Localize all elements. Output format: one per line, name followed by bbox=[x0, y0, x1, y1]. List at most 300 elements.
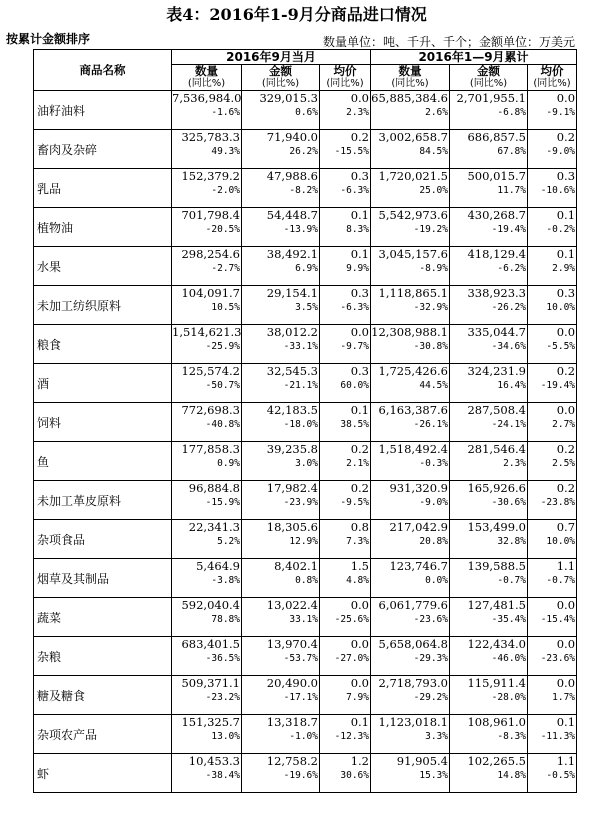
month-price-cell bbox=[320, 325, 371, 364]
ytd-price-value: 0.1 bbox=[556, 247, 576, 261]
ytd-qty-yoy: -8.9% bbox=[419, 263, 448, 274]
month-price-value: 0.0 bbox=[350, 598, 369, 612]
month-qty-yoy: -2.7% bbox=[211, 263, 240, 274]
month-qty-yoy: 78.8% bbox=[211, 614, 240, 625]
table-row bbox=[34, 364, 577, 403]
ytd-amt-yoy: -6.2% bbox=[497, 263, 526, 274]
month-amt-value: 39,235.8 bbox=[266, 442, 318, 456]
month-qty-value: 683,401.5 bbox=[181, 637, 240, 651]
ytd-price-value: 0.0 bbox=[556, 676, 576, 690]
ytd-qty-value: 217,042.9 bbox=[389, 520, 448, 534]
ytd-amt-cell bbox=[450, 364, 528, 403]
ytd-qty-yoy: 0.0% bbox=[425, 575, 448, 586]
month-qty-value: 7,536,984.0 bbox=[172, 91, 242, 105]
month-amt-yoy: -8.2% bbox=[289, 185, 318, 196]
ytd-qty-yoy: -30.8% bbox=[413, 341, 448, 352]
month-qty-yoy: -36.5% bbox=[205, 653, 240, 664]
month-price-yoy: 2.1% bbox=[346, 458, 369, 469]
month-price-value: 0.2 bbox=[350, 442, 369, 456]
month-qty-cell bbox=[172, 520, 242, 559]
month-price-yoy: -9.7% bbox=[340, 341, 369, 352]
ytd-price-yoy: -10.6% bbox=[540, 185, 576, 196]
ytd-amt-value: 122,434.0 bbox=[467, 637, 526, 651]
month-price-cell bbox=[320, 481, 371, 520]
product-name-cell: 畜肉及杂碎 bbox=[34, 130, 172, 169]
table-row bbox=[34, 676, 577, 715]
ytd-amt-yoy: -6.8% bbox=[497, 107, 526, 118]
ytd-amt-value: 127,481.5 bbox=[467, 598, 526, 612]
month-qty-yoy: -1.6% bbox=[211, 107, 240, 118]
ytd-price-value: 1.1 bbox=[556, 754, 576, 768]
ytd-amt-value: 115,911.4 bbox=[467, 676, 526, 690]
month-price-yoy: -25.6% bbox=[334, 614, 369, 625]
ytd-qty-cell bbox=[371, 637, 450, 676]
ytd-price-value: 0.0 bbox=[556, 91, 576, 105]
month-price-value: 0.0 bbox=[350, 325, 369, 339]
month-qty-value: 298,254.6 bbox=[181, 247, 240, 261]
month-price-yoy: -27.0% bbox=[334, 653, 369, 664]
table-row bbox=[34, 481, 577, 520]
ytd-price-yoy: 10.0% bbox=[546, 302, 576, 313]
product-name-cell: 油籽油料 bbox=[34, 91, 172, 130]
ytd-price-cell bbox=[528, 247, 577, 286]
ytd-price-cell bbox=[528, 481, 577, 520]
import-table bbox=[33, 49, 577, 793]
ytd-amt-value: 338,923.3 bbox=[467, 286, 526, 300]
ytd-price-yoy: -23.8% bbox=[540, 497, 576, 508]
ytd-amt-cell bbox=[450, 442, 528, 481]
ytd-price-value: 0.0 bbox=[556, 598, 576, 612]
month-qty-yoy: -38.4% bbox=[205, 770, 240, 781]
month-qty-yoy: 13.0% bbox=[211, 731, 240, 742]
header-month-qty: 数量 (同比%) bbox=[172, 65, 242, 91]
month-qty-yoy: -50.7% bbox=[205, 380, 240, 391]
header-ytd-period: 2016年1—9月累计 bbox=[371, 50, 577, 65]
ytd-price-value: 0.1 bbox=[556, 208, 576, 222]
ytd-price-cell bbox=[528, 286, 577, 325]
month-amt-yoy: 26.2% bbox=[289, 146, 318, 157]
ytd-qty-value: 65,885,384.6 bbox=[371, 91, 448, 105]
ytd-qty-cell bbox=[371, 208, 450, 247]
month-qty-value: 125,574.2 bbox=[181, 364, 240, 378]
units-note: 数量单位：吨、千升、千个；金额单位：万美元 bbox=[322, 35, 575, 49]
ytd-qty-yoy: -32.9% bbox=[413, 302, 448, 313]
month-qty-value: 152,379.2 bbox=[181, 169, 240, 183]
ytd-qty-yoy: -29.3% bbox=[413, 653, 448, 664]
ytd-amt-cell bbox=[450, 637, 528, 676]
ytd-price-value: 0.7 bbox=[556, 520, 576, 534]
table-row bbox=[34, 559, 577, 598]
ytd-price-yoy: 2.5% bbox=[552, 458, 576, 469]
ytd-price-value: 0.1 bbox=[556, 715, 576, 729]
ytd-price-cell bbox=[528, 637, 577, 676]
month-qty-value: 592,040.4 bbox=[181, 598, 240, 612]
month-qty-yoy: -3.8% bbox=[211, 575, 240, 586]
ytd-amt-yoy: -8.3% bbox=[497, 731, 526, 742]
month-qty-cell bbox=[172, 325, 242, 364]
ytd-qty-value: 123,746.7 bbox=[389, 559, 448, 573]
ytd-amt-value: 2,701,955.1 bbox=[456, 91, 526, 105]
ytd-qty-yoy: 2.6% bbox=[425, 107, 448, 118]
ytd-price-yoy: 1.7% bbox=[552, 692, 576, 703]
ytd-qty-yoy: 15.3% bbox=[419, 770, 448, 781]
month-price-cell bbox=[320, 130, 371, 169]
month-amt-value: 8,402.1 bbox=[274, 559, 318, 573]
month-amt-cell bbox=[242, 403, 320, 442]
month-amt-yoy: -33.1% bbox=[283, 341, 318, 352]
ytd-qty-cell bbox=[371, 403, 450, 442]
month-amt-value: 47,988.6 bbox=[266, 169, 318, 183]
month-price-cell bbox=[320, 637, 371, 676]
month-qty-value: 177,858.3 bbox=[181, 442, 240, 456]
product-name-cell: 糖及糖食 bbox=[34, 676, 172, 715]
month-price-yoy: 8.3% bbox=[346, 224, 369, 235]
ytd-qty-cell bbox=[371, 286, 450, 325]
month-qty-cell bbox=[172, 481, 242, 520]
ytd-qty-value: 5,542,973.6 bbox=[378, 208, 448, 222]
month-amt-value: 42,183.5 bbox=[266, 403, 318, 417]
month-price-yoy: 9.9% bbox=[346, 263, 369, 274]
ytd-qty-cell bbox=[371, 247, 450, 286]
ytd-price-cell bbox=[528, 442, 577, 481]
ytd-amt-yoy: 67.8% bbox=[497, 146, 526, 157]
month-amt-yoy: -19.6% bbox=[283, 770, 318, 781]
month-amt-cell bbox=[242, 715, 320, 754]
table-row bbox=[34, 247, 577, 286]
month-qty-cell bbox=[172, 559, 242, 598]
sort-note: 按累计金额排序 bbox=[6, 32, 91, 46]
month-qty-value: 509,371.1 bbox=[181, 676, 240, 690]
ytd-price-value: 0.0 bbox=[556, 637, 576, 651]
month-amt-cell bbox=[242, 637, 320, 676]
product-name-cell: 饲料 bbox=[34, 403, 172, 442]
month-qty-cell bbox=[172, 286, 242, 325]
ytd-amt-cell bbox=[450, 325, 528, 364]
month-price-cell bbox=[320, 208, 371, 247]
ytd-amt-cell bbox=[450, 208, 528, 247]
ytd-amt-yoy: 32.8% bbox=[497, 536, 526, 547]
month-qty-cell bbox=[172, 676, 242, 715]
month-price-value: 0.8 bbox=[350, 520, 369, 534]
ytd-price-value: 0.0 bbox=[556, 403, 576, 417]
product-name-cell: 乳品 bbox=[34, 169, 172, 208]
table-row bbox=[34, 520, 577, 559]
ytd-price-yoy: 2.9% bbox=[552, 263, 576, 274]
ytd-qty-value: 1,518,492.4 bbox=[378, 442, 448, 456]
ytd-price-cell bbox=[528, 520, 577, 559]
month-qty-yoy: -2.0% bbox=[211, 185, 240, 196]
month-qty-yoy: -23.2% bbox=[205, 692, 240, 703]
month-price-value: 0.0 bbox=[350, 91, 369, 105]
ytd-amt-cell bbox=[450, 598, 528, 637]
month-amt-yoy: -17.1% bbox=[283, 692, 318, 703]
month-qty-yoy: -20.5% bbox=[205, 224, 240, 235]
ytd-amt-yoy: 14.8% bbox=[497, 770, 526, 781]
month-amt-yoy: -1.0% bbox=[289, 731, 318, 742]
ytd-price-value: 1.1 bbox=[556, 559, 576, 573]
table-row bbox=[34, 754, 577, 793]
ytd-price-value: 0.3 bbox=[556, 286, 576, 300]
month-qty-cell bbox=[172, 442, 242, 481]
ytd-amt-yoy: -35.4% bbox=[491, 614, 526, 625]
ytd-qty-yoy: 25.0% bbox=[419, 185, 448, 196]
header-ytd-price: 均价 (同比%) bbox=[528, 65, 577, 91]
ytd-amt-yoy: -0.7% bbox=[497, 575, 526, 586]
product-name-cell: 烟草及其制品 bbox=[34, 559, 172, 598]
month-amt-cell bbox=[242, 754, 320, 793]
month-price-yoy: 38.5% bbox=[340, 419, 369, 430]
ytd-qty-cell bbox=[371, 169, 450, 208]
month-amt-yoy: -23.9% bbox=[283, 497, 318, 508]
ytd-qty-cell bbox=[371, 442, 450, 481]
ytd-qty-cell bbox=[371, 325, 450, 364]
ytd-price-yoy: -23.6% bbox=[540, 653, 576, 664]
ytd-amt-cell bbox=[450, 247, 528, 286]
month-amt-cell bbox=[242, 325, 320, 364]
table-row bbox=[34, 598, 577, 637]
ytd-amt-cell bbox=[450, 130, 528, 169]
table-row bbox=[34, 91, 577, 130]
month-amt-cell bbox=[242, 676, 320, 715]
month-price-cell bbox=[320, 442, 371, 481]
month-amt-cell bbox=[242, 286, 320, 325]
month-price-value: 0.1 bbox=[350, 208, 369, 222]
product-name-cell: 蔬菜 bbox=[34, 598, 172, 637]
ytd-qty-cell bbox=[371, 364, 450, 403]
month-price-value: 0.1 bbox=[350, 247, 369, 261]
month-amt-value: 29,154.1 bbox=[266, 286, 318, 300]
product-name-cell: 鱼 bbox=[34, 442, 172, 481]
month-amt-cell bbox=[242, 130, 320, 169]
ytd-price-value: 0.2 bbox=[556, 130, 576, 144]
month-amt-cell bbox=[242, 442, 320, 481]
product-name-cell: 未加工纺织原料 bbox=[34, 286, 172, 325]
ytd-qty-value: 6,061,779.6 bbox=[378, 598, 448, 612]
ytd-qty-yoy: -23.6% bbox=[413, 614, 448, 625]
ytd-qty-value: 5,658,064.8 bbox=[378, 637, 448, 651]
month-price-yoy: -9.5% bbox=[340, 497, 369, 508]
month-price-value: 1.5 bbox=[350, 559, 369, 573]
ytd-qty-cell bbox=[371, 520, 450, 559]
product-name-cell: 杂项农产品 bbox=[34, 715, 172, 754]
ytd-price-yoy: 2.7% bbox=[552, 419, 576, 430]
month-qty-yoy: -40.8% bbox=[205, 419, 240, 430]
ytd-qty-value: 1,720,021.5 bbox=[378, 169, 448, 183]
ytd-price-value: 0.0 bbox=[556, 325, 576, 339]
month-qty-value: 325,783.3 bbox=[181, 130, 240, 144]
month-qty-cell bbox=[172, 403, 242, 442]
month-amt-cell bbox=[242, 520, 320, 559]
ytd-qty-yoy: -26.1% bbox=[413, 419, 448, 430]
month-qty-value: 22,341.3 bbox=[188, 520, 240, 534]
month-amt-value: 12,758.2 bbox=[266, 754, 318, 768]
month-qty-yoy: -25.9% bbox=[205, 341, 240, 352]
ytd-amt-value: 153,499.0 bbox=[467, 520, 526, 534]
month-price-yoy: -15.5% bbox=[334, 146, 369, 157]
month-qty-cell bbox=[172, 715, 242, 754]
ytd-price-value: 0.3 bbox=[556, 169, 576, 183]
month-amt-value: 20,490.0 bbox=[266, 676, 318, 690]
ytd-qty-value: 931,320.9 bbox=[389, 481, 448, 495]
ytd-amt-value: 287,508.4 bbox=[467, 403, 526, 417]
month-amt-yoy: 3.5% bbox=[295, 302, 318, 313]
month-price-yoy: 30.6% bbox=[340, 770, 369, 781]
ytd-amt-value: 281,546.4 bbox=[467, 442, 526, 456]
table-row bbox=[34, 325, 577, 364]
ytd-amt-value: 324,231.9 bbox=[467, 364, 526, 378]
month-qty-cell bbox=[172, 91, 242, 130]
month-qty-yoy: 5.2% bbox=[217, 536, 240, 547]
month-price-cell bbox=[320, 247, 371, 286]
table-row bbox=[34, 169, 577, 208]
month-qty-yoy: -15.9% bbox=[205, 497, 240, 508]
product-name-cell: 粮食 bbox=[34, 325, 172, 364]
ytd-price-cell bbox=[528, 676, 577, 715]
ytd-price-cell bbox=[528, 715, 577, 754]
month-amt-yoy: 0.6% bbox=[295, 107, 318, 118]
ytd-price-yoy: -0.5% bbox=[546, 770, 576, 781]
ytd-amt-value: 102,265.5 bbox=[467, 754, 526, 768]
month-price-cell bbox=[320, 676, 371, 715]
month-price-yoy: 7.9% bbox=[346, 692, 369, 703]
ytd-price-cell bbox=[528, 559, 577, 598]
month-amt-value: 329,015.3 bbox=[259, 91, 318, 105]
month-qty-cell bbox=[172, 637, 242, 676]
ytd-qty-value: 3,002,658.7 bbox=[378, 130, 448, 144]
ytd-amt-yoy: -24.1% bbox=[491, 419, 526, 430]
month-amt-cell bbox=[242, 364, 320, 403]
ytd-qty-yoy: -29.2% bbox=[413, 692, 448, 703]
ytd-qty-yoy: 84.5% bbox=[419, 146, 448, 157]
table-body bbox=[34, 91, 577, 793]
ytd-qty-cell bbox=[371, 130, 450, 169]
month-price-value: 0.3 bbox=[350, 169, 369, 183]
header-month-period: 2016年9月当月 bbox=[172, 50, 371, 65]
ytd-price-yoy: -11.3% bbox=[540, 731, 576, 742]
ytd-amt-yoy: 11.7% bbox=[497, 185, 526, 196]
month-price-yoy: 60.0% bbox=[340, 380, 369, 391]
month-qty-cell bbox=[172, 130, 242, 169]
ytd-qty-cell bbox=[371, 481, 450, 520]
month-price-value: 0.1 bbox=[350, 403, 369, 417]
month-qty-value: 772,698.3 bbox=[181, 403, 240, 417]
product-name-cell: 杂粮 bbox=[34, 637, 172, 676]
product-name-cell: 未加工革皮原料 bbox=[34, 481, 172, 520]
table-row bbox=[34, 403, 577, 442]
ytd-price-yoy: 10.0% bbox=[546, 536, 576, 547]
month-price-yoy: 4.8% bbox=[346, 575, 369, 586]
ytd-qty-cell bbox=[371, 754, 450, 793]
month-price-cell bbox=[320, 559, 371, 598]
month-amt-yoy: -53.7% bbox=[283, 653, 318, 664]
table-row bbox=[34, 637, 577, 676]
ytd-amt-value: 108,961.0 bbox=[467, 715, 526, 729]
month-amt-value: 38,492.1 bbox=[266, 247, 318, 261]
month-amt-yoy: 0.8% bbox=[295, 575, 318, 586]
page-title: 表4：2016年1-9月分商品进口情况 bbox=[166, 5, 427, 24]
month-amt-cell bbox=[242, 559, 320, 598]
ytd-amt-cell bbox=[450, 481, 528, 520]
table-row bbox=[34, 130, 577, 169]
ytd-price-yoy: -9.1% bbox=[546, 107, 576, 118]
ytd-qty-cell bbox=[371, 559, 450, 598]
ytd-qty-yoy: -0.3% bbox=[419, 458, 448, 469]
month-amt-cell bbox=[242, 208, 320, 247]
ytd-price-cell bbox=[528, 598, 577, 637]
ytd-amt-yoy: 16.4% bbox=[497, 380, 526, 391]
ytd-price-yoy: -0.7% bbox=[546, 575, 576, 586]
month-amt-value: 13,022.4 bbox=[266, 598, 318, 612]
month-qty-cell bbox=[172, 754, 242, 793]
month-price-value: 1.2 bbox=[350, 754, 369, 768]
month-amt-cell bbox=[242, 247, 320, 286]
header-ytd-amt: 金额 (同比%) bbox=[450, 65, 528, 91]
month-price-cell bbox=[320, 91, 371, 130]
header-ytd-qty: 数量 (同比%) bbox=[371, 65, 450, 91]
month-price-cell bbox=[320, 364, 371, 403]
month-price-cell bbox=[320, 169, 371, 208]
ytd-qty-yoy: -19.2% bbox=[413, 224, 448, 235]
ytd-qty-yoy: 3.3% bbox=[425, 731, 448, 742]
month-qty-cell bbox=[172, 169, 242, 208]
month-amt-cell bbox=[242, 481, 320, 520]
ytd-qty-yoy: 20.8% bbox=[419, 536, 448, 547]
month-amt-value: 32,545.3 bbox=[266, 364, 318, 378]
ytd-amt-cell bbox=[450, 715, 528, 754]
table-row bbox=[34, 208, 577, 247]
ytd-amt-yoy: -30.6% bbox=[491, 497, 526, 508]
ytd-amt-value: 139,588.5 bbox=[467, 559, 526, 573]
ytd-price-cell bbox=[528, 403, 577, 442]
ytd-price-value: 0.2 bbox=[556, 364, 576, 378]
ytd-price-value: 0.2 bbox=[556, 442, 576, 456]
ytd-amt-cell bbox=[450, 676, 528, 715]
month-price-yoy: -12.3% bbox=[334, 731, 369, 742]
ytd-amt-cell bbox=[450, 91, 528, 130]
ytd-price-cell bbox=[528, 325, 577, 364]
product-name-cell: 水果 bbox=[34, 247, 172, 286]
month-amt-yoy: -21.1% bbox=[283, 380, 318, 391]
ytd-amt-cell bbox=[450, 403, 528, 442]
month-price-value: 0.3 bbox=[350, 286, 369, 300]
month-qty-yoy: 0.9% bbox=[217, 458, 240, 469]
month-qty-value: 10,453.3 bbox=[188, 754, 240, 768]
month-price-value: 0.1 bbox=[350, 715, 369, 729]
month-amt-value: 54,448.7 bbox=[266, 208, 318, 222]
month-price-cell bbox=[320, 598, 371, 637]
ytd-amt-yoy: -34.6% bbox=[491, 341, 526, 352]
ytd-price-yoy: -15.4% bbox=[540, 614, 576, 625]
month-qty-value: 1,514,621.3 bbox=[172, 325, 242, 339]
month-amt-yoy: -18.0% bbox=[283, 419, 318, 430]
month-amt-yoy: -13.9% bbox=[283, 224, 318, 235]
month-qty-value: 701,798.4 bbox=[181, 208, 240, 222]
month-qty-value: 5,464.9 bbox=[196, 559, 240, 573]
month-qty-cell bbox=[172, 364, 242, 403]
ytd-price-yoy: -9.0% bbox=[546, 146, 576, 157]
table-row bbox=[34, 715, 577, 754]
ytd-amt-value: 165,926.6 bbox=[467, 481, 526, 495]
header-product-name: 商品名称 bbox=[34, 50, 172, 91]
ytd-qty-yoy: -9.0% bbox=[419, 497, 448, 508]
month-price-value: 0.0 bbox=[350, 676, 369, 690]
month-price-value: 0.0 bbox=[350, 637, 369, 651]
ytd-amt-value: 686,857.5 bbox=[467, 130, 526, 144]
month-price-yoy: 2.3% bbox=[346, 107, 369, 118]
month-amt-value: 13,970.4 bbox=[266, 637, 318, 651]
month-price-cell bbox=[320, 403, 371, 442]
month-price-cell bbox=[320, 286, 371, 325]
